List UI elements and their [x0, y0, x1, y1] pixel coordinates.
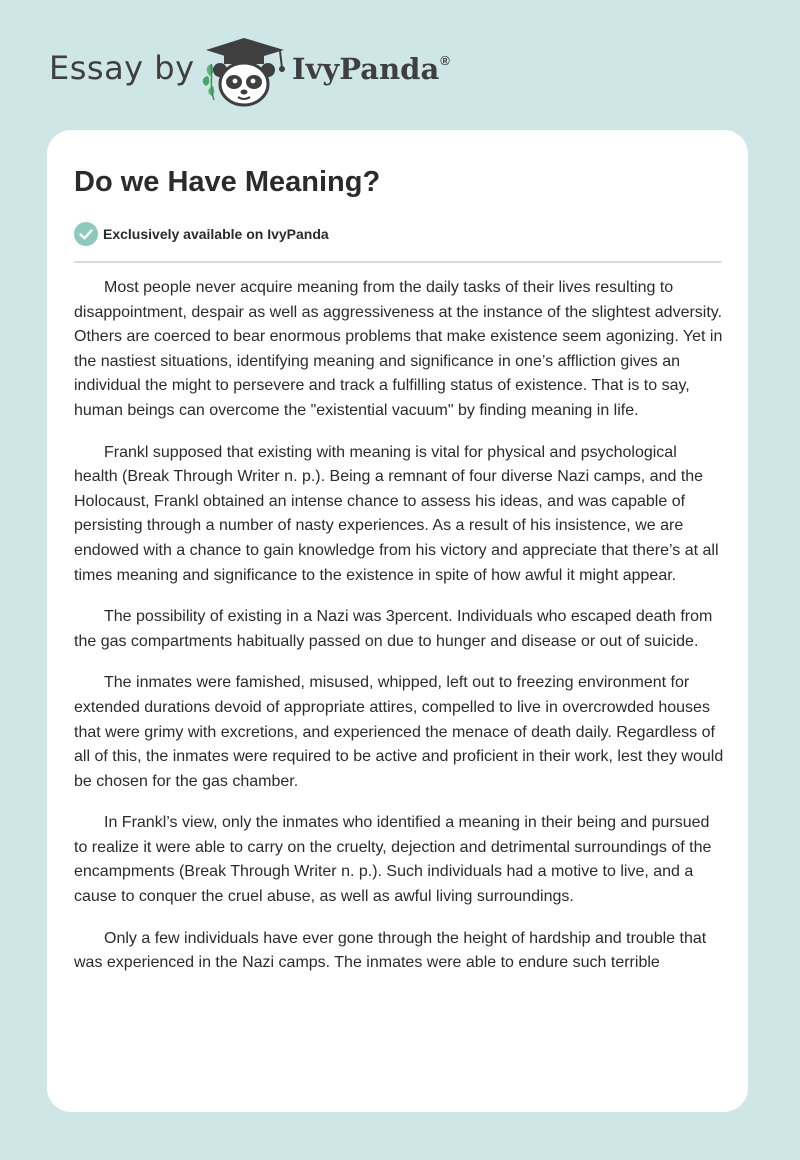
page-title: Do we Have Meaning?: [74, 166, 381, 198]
paragraph: Frankl supposed that existing with meaning is vital for physical and psychological health (Break Through Writer n. p.). Being a remnant of four diverse Nazi camps, and the Holocaust, Frankl obtained an intense chance to assess his ideas, and was capable of persisting through a number of nasty experiences. As a result of his insistence, we are endowed with a chance to gain knowledge from his victory and appreciate that there’s at all times meaning and significance to the existence in spite of how awful it might appear.: [74, 443, 719, 584]
essay-card: [47, 130, 748, 1112]
check-circle-icon: [74, 222, 98, 246]
exclusive-badge: [74, 222, 329, 246]
paragraph: The inmates were famished, misused, whipped, left out to freezing environment for extended durations devoid of appropriate attires, compelled to live in overcrowded houses that were grimy with excretions, and experienced the menace of death daily. Regardless of all of this, the inmates were required to be active and proficient in their work, lest they would be chosen for the gas chamber.: [74, 674, 724, 790]
paragraph: Most people never acquire meaning from the daily tasks of their lives resulting to disappointment, despair as well as aggressiveness at the instance of the slightest adversity. Others are coerced to bear enormous problems that make existence seem agonizing. Yet in the nastiest situations, identifying meaning and significance in one’s affliction gives an individual the might to persevere and track a fulfilling status of existence. That is to say, human beings can overcome the "existential vacuum" by finding meaning in life.: [74, 279, 723, 419]
site-header: [0, 0, 800, 130]
registered-mark: ®: [440, 53, 450, 68]
divider: [74, 261, 722, 263]
essay-by-label: Essay by: [49, 49, 195, 87]
ivypanda-logo-icon[interactable]: [200, 34, 292, 108]
paragraph: In Frankl’s view, only the inmates who identified a meaning in their being and pursued to realize it were able to carry on the cruelty, dejection and detrimental surroundings of the encampments (Break Through Writer n. p.). Such individuals had a motive to live, and a cause to conquer the cruel abuse, as well as awful living surroundings.: [74, 814, 712, 906]
paragraph: Only a few individuals have ever gone through the height of hardship and trouble that was experienced in the Nazi camps. The inmates were able to endure such terrible: [74, 929, 707, 972]
brand-name[interactable]: [292, 52, 450, 86]
brand-text: IvyPanda: [292, 52, 440, 86]
exclusive-badge-label: Exclusively available on IvyPanda: [103, 226, 329, 242]
essay-body: [74, 276, 724, 993]
paragraph: The possibility of existing in a Nazi was 3percent. Individuals who escaped death from the gas compartments habitually passed on due to hunger and disease or out of suicide.: [74, 608, 713, 650]
